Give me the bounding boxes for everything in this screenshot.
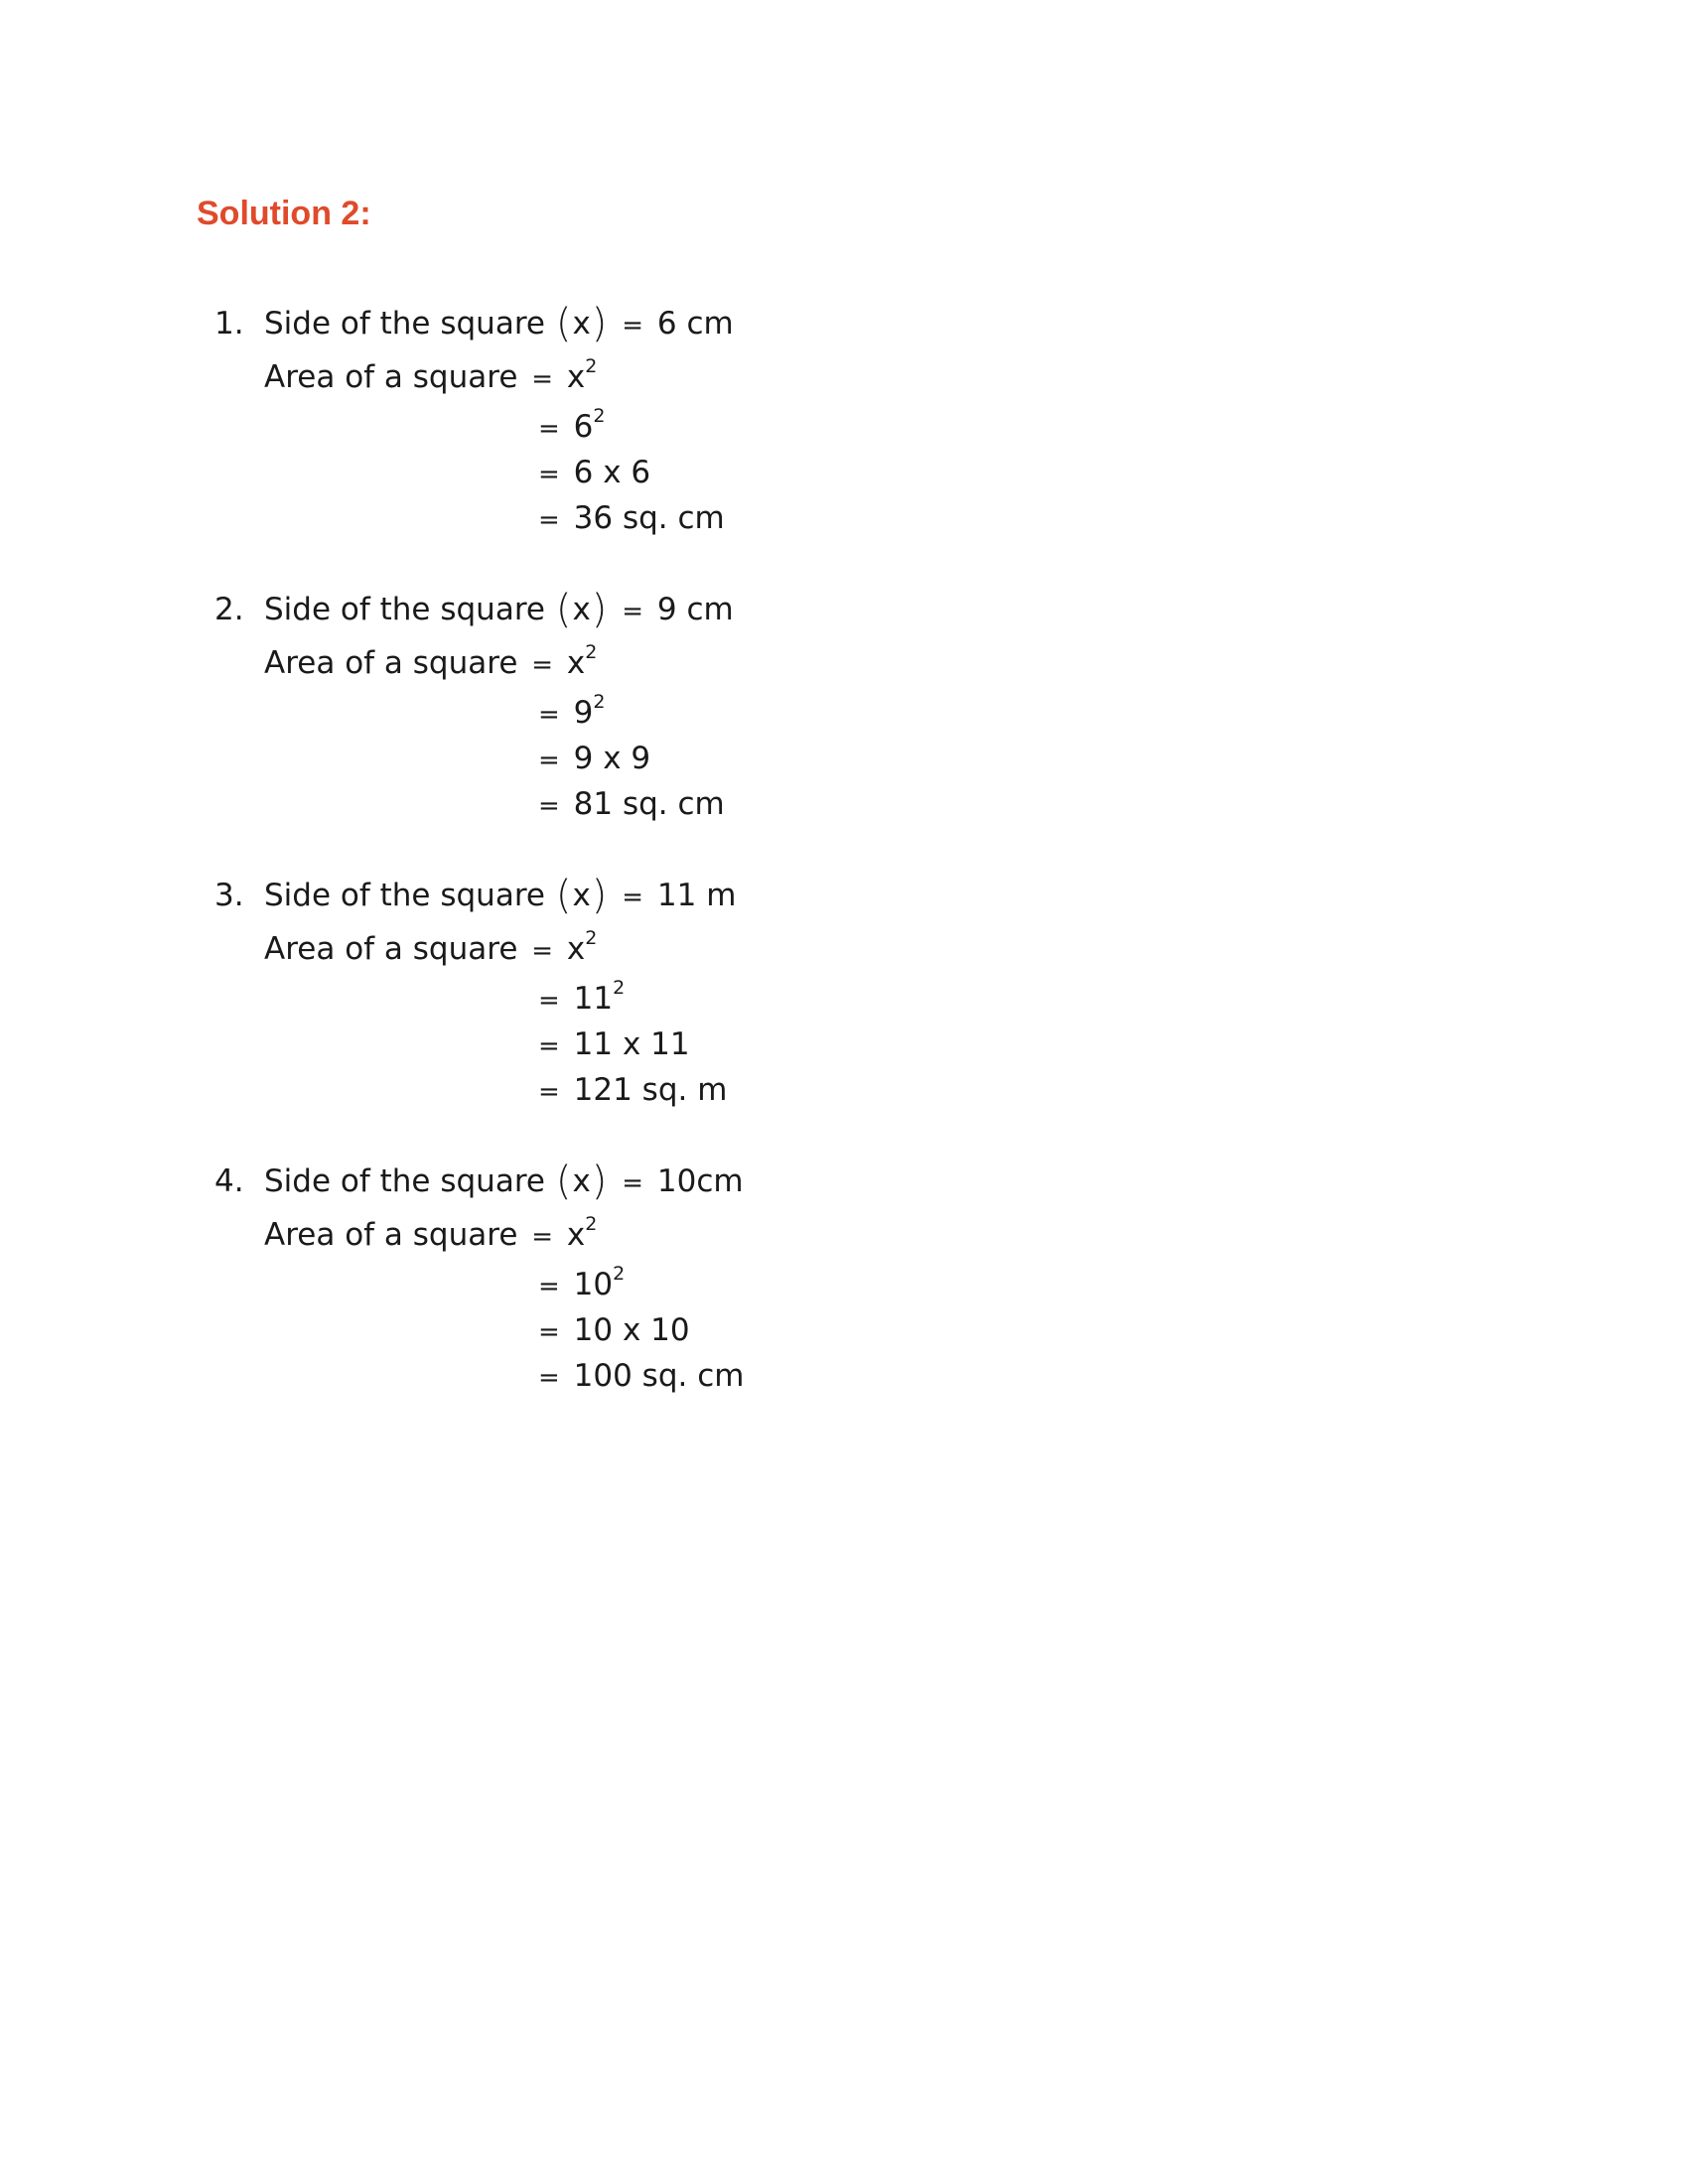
- equals-sign: =: [531, 650, 554, 680]
- open-paren: (: [555, 587, 572, 632]
- side-statement: [264, 873, 737, 918]
- result: 36 sq. cm: [573, 500, 725, 536]
- open-paren: (: [555, 301, 572, 346]
- area-label: Area of a square: [264, 931, 518, 967]
- side-label: Side of the square: [264, 1163, 545, 1199]
- exponent: 2: [613, 977, 626, 999]
- result: 121 sq. m: [573, 1072, 728, 1108]
- side-statement: [264, 587, 734, 632]
- close-paren: ): [591, 1159, 608, 1204]
- exponent: 2: [593, 405, 606, 427]
- side-label: Side of the square: [264, 592, 545, 627]
- exponent: 2: [585, 355, 598, 377]
- step-product: [534, 453, 650, 494]
- result: 100 sq. cm: [573, 1358, 745, 1394]
- product: 9 x 9: [573, 741, 651, 776]
- variable: x: [572, 1163, 591, 1199]
- square-base: 6: [573, 409, 594, 445]
- formula-base: x: [566, 645, 586, 681]
- formula-base: x: [566, 359, 586, 395]
- step-result: [534, 784, 725, 826]
- problem-number: 3.: [214, 878, 244, 913]
- side-label: Side of the square: [264, 878, 545, 913]
- area-formula: [264, 643, 597, 685]
- variable: x: [572, 306, 591, 341]
- area-label: Area of a square: [264, 1217, 518, 1253]
- exponent: 2: [593, 691, 606, 713]
- step-product: [534, 739, 650, 780]
- problem-number: 2.: [214, 592, 244, 627]
- problem-4: [0, 1161, 1688, 1439]
- square-base: 11: [573, 981, 614, 1017]
- equals-sign: =: [538, 1363, 560, 1393]
- product: 11 x 11: [573, 1026, 690, 1062]
- side-label: Side of the square: [264, 306, 545, 341]
- step-square: [534, 693, 605, 735]
- open-paren: (: [555, 873, 572, 918]
- step-product: [534, 1310, 690, 1352]
- exponent: 2: [585, 927, 598, 949]
- square-base: 10: [573, 1267, 614, 1302]
- area-formula: [264, 357, 597, 399]
- square-base: 9: [573, 695, 594, 731]
- step-result: [534, 1356, 744, 1398]
- side-statement: [264, 1161, 744, 1203]
- equals-sign: =: [531, 1222, 554, 1252]
- formula-base: x: [566, 1217, 586, 1253]
- exponent: 2: [613, 1263, 626, 1285]
- close-paren: ): [591, 873, 608, 918]
- equals-sign: =: [538, 986, 560, 1016]
- equals-sign: =: [531, 936, 554, 966]
- area-formula: [264, 929, 597, 971]
- product: 6 x 6: [573, 455, 651, 490]
- step-square: [534, 1265, 625, 1306]
- exponent: 2: [585, 641, 598, 663]
- equals-sign: =: [538, 1317, 560, 1347]
- area-label: Area of a square: [264, 359, 518, 395]
- variable: x: [572, 592, 591, 627]
- equals-sign: =: [538, 791, 560, 821]
- side-value: 6 cm: [656, 306, 734, 341]
- problem-number: 1.: [214, 306, 244, 341]
- equals-sign: =: [622, 597, 644, 626]
- open-paren: (: [555, 1159, 572, 1204]
- result: 81 sq. cm: [573, 786, 725, 822]
- solution-heading: Solution 2:: [197, 195, 371, 232]
- equals-sign: =: [538, 505, 560, 535]
- problem-number: 4.: [214, 1163, 244, 1199]
- step-result: [534, 498, 725, 540]
- equals-sign: =: [538, 1272, 560, 1301]
- equals-sign: =: [531, 364, 554, 394]
- close-paren: ): [591, 301, 608, 346]
- area-label: Area of a square: [264, 645, 518, 681]
- equals-sign: =: [538, 700, 560, 730]
- problem-2: [0, 587, 1688, 868]
- close-paren: ): [591, 587, 608, 632]
- product: 10 x 10: [573, 1312, 690, 1348]
- variable: x: [572, 878, 591, 913]
- equals-sign: =: [538, 414, 560, 444]
- equals-sign: =: [538, 460, 560, 489]
- side-value: 9 cm: [656, 592, 734, 627]
- step-product: [534, 1024, 690, 1066]
- formula-base: x: [566, 931, 586, 967]
- problem-1: [0, 301, 1688, 582]
- area-formula: [264, 1215, 597, 1257]
- exponent: 2: [585, 1213, 598, 1235]
- equals-sign: =: [538, 746, 560, 775]
- equals-sign: =: [538, 1077, 560, 1107]
- step-result: [534, 1070, 727, 1112]
- step-square: [534, 407, 605, 449]
- problem-3: [0, 873, 1688, 1154]
- side-statement: [264, 301, 734, 346]
- equals-sign: =: [622, 883, 644, 912]
- equals-sign: =: [622, 1168, 644, 1198]
- equals-sign: =: [622, 311, 644, 341]
- side-value: 10cm: [656, 1163, 744, 1199]
- step-square: [534, 979, 625, 1021]
- equals-sign: =: [538, 1031, 560, 1061]
- side-value: 11 m: [656, 878, 737, 913]
